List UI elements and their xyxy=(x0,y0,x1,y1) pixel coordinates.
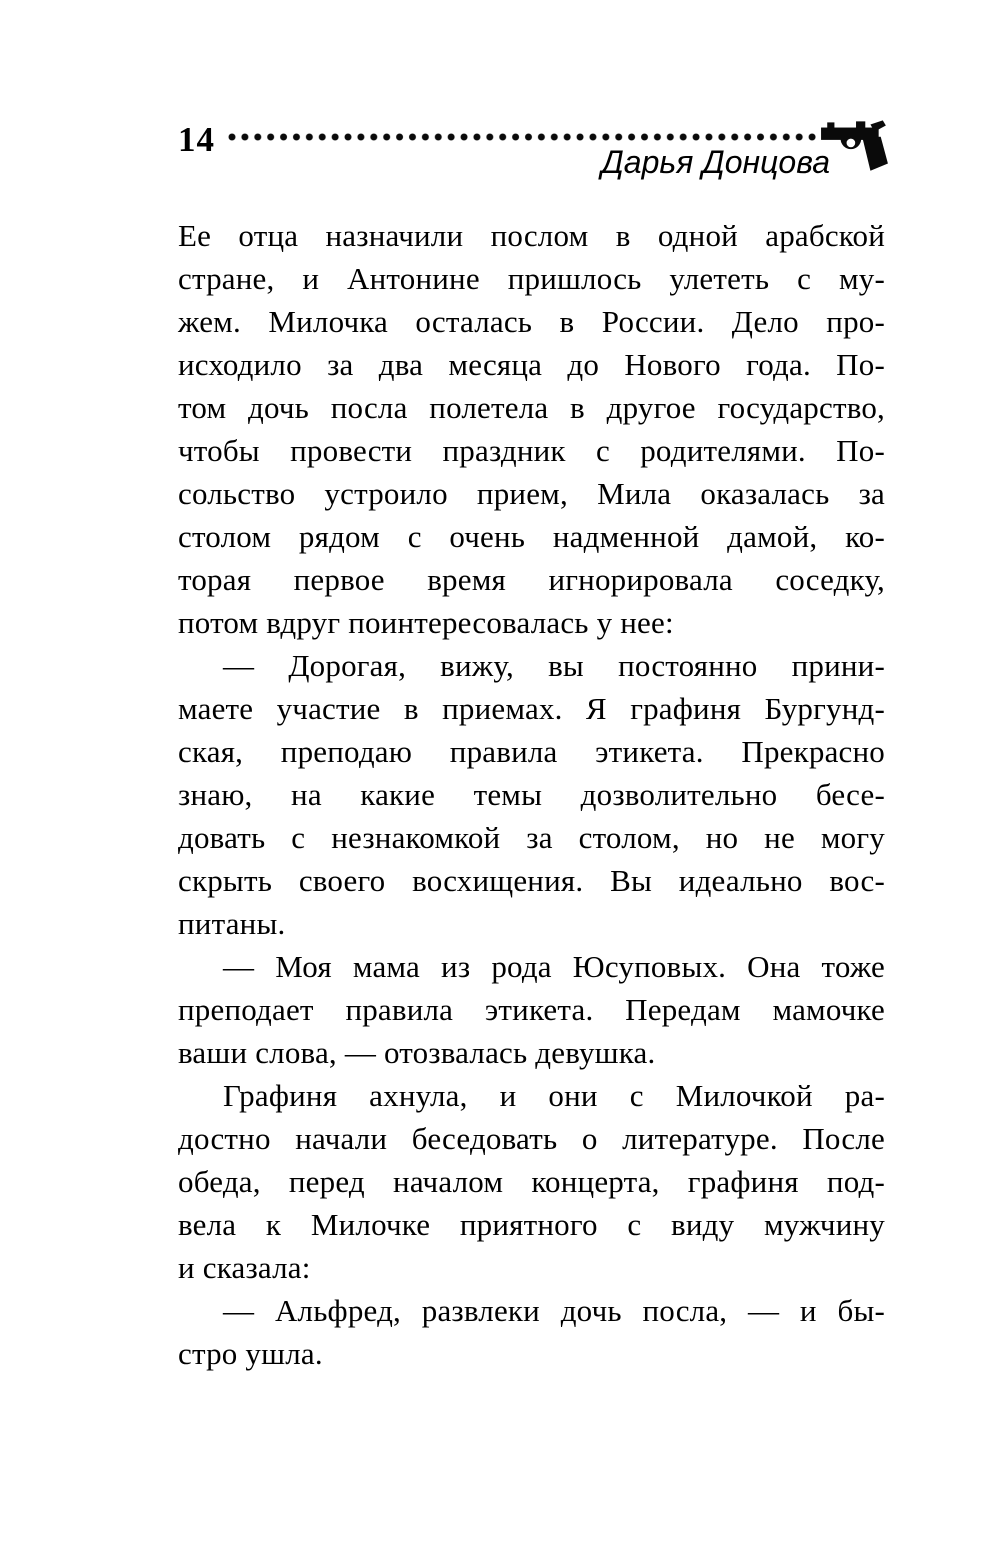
text-line: исходило за два месяца до Нового года. По- xyxy=(178,347,885,382)
dotted-divider xyxy=(228,132,819,142)
text-line: стране, и Антонине пришлось улететь с му- xyxy=(178,261,885,296)
text-line: вела к Милочке приятного с виду мужчину xyxy=(178,1207,885,1242)
text-line: маете участие в приемах. Я графиня Бургунд- xyxy=(178,691,885,726)
text-line: Графиня ахнула, и они с Милочкой ра- xyxy=(223,1078,885,1113)
text-line: преподает правила этикета. Передам мамочке xyxy=(178,992,885,1027)
text-line: обеда, перед началом концерта, графиня под- xyxy=(178,1164,885,1199)
text-line: Ее отца назначили послом в одной арабской xyxy=(178,218,885,253)
text-line: сольство устроило прием, Мила оказалась за xyxy=(178,476,885,511)
text-line: потом вдруг поинтересовалась у нее: xyxy=(178,605,674,640)
text-line: чтобы провести праздник с родителями. По- xyxy=(178,433,885,468)
text-line: скрыть своего восхищения. Вы идеально вос- xyxy=(178,863,885,898)
page-header xyxy=(178,118,885,214)
text-line: торая первое время игнорировала соседку, xyxy=(178,562,885,597)
text-line: ская, преподаю правила этикета. Прекрасно xyxy=(178,734,885,769)
page-content xyxy=(178,118,885,1375)
text-line: — Моя мама из рода Юсуповых. Она тоже xyxy=(223,949,885,984)
text-line: довать с незнакомкой за столом, но не могу xyxy=(178,820,885,855)
page-number: 14 xyxy=(178,120,215,159)
text-line: — Альфред, развлеки дочь посла, — и бы- xyxy=(223,1293,885,1328)
author-name: Дарья Донцова xyxy=(601,144,830,180)
text-line: знаю, на какие темы дозволительно бесе- xyxy=(178,777,885,812)
text-line: жем. Милочка осталась в России. Дело про- xyxy=(178,304,885,339)
text-line: и сказала: xyxy=(178,1250,311,1285)
text-line: достно начали беседовать о литературе. После xyxy=(178,1121,885,1156)
text-line: — Дорогая, вижу, вы постоянно прини- xyxy=(223,648,885,683)
text-line: столом рядом с очень надменной дамой, ко- xyxy=(178,519,885,554)
text-line: том дочь посла полетела в другое государство, xyxy=(178,390,885,425)
text-line: питаны. xyxy=(178,906,286,941)
text-line: стро ушла. xyxy=(178,1336,323,1371)
text-body xyxy=(178,214,885,1375)
text-line: ваши слова, — отозвалась девушка. xyxy=(178,1035,656,1070)
